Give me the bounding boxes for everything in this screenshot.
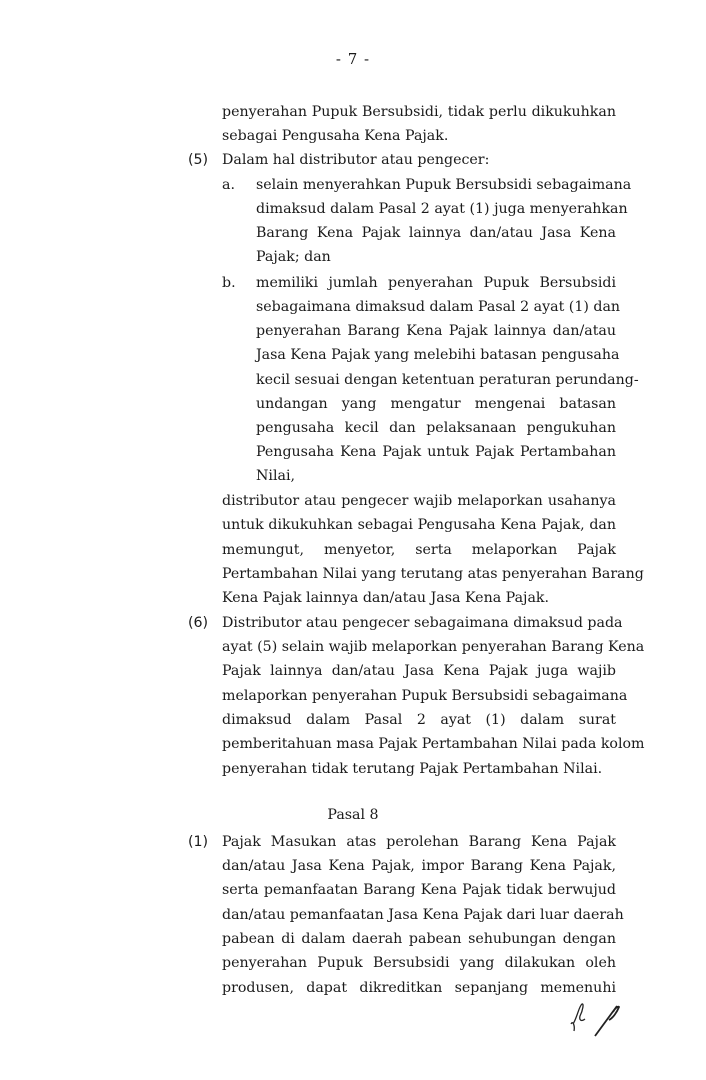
clause-tail-line: memungut, menyetor, serta melaporkan Pajak (222, 542, 616, 558)
clause-tail-line: distributor atau pengecer wajib melaporkan usahanya (222, 493, 616, 509)
intro-line: penyerahan Pupuk Bersubsidi, tidak perlu dikukuhkan (222, 104, 616, 120)
sub-item-line: pengusaha kecil dan pelaksanaan pengukuhan (256, 420, 616, 436)
sub-item-label: b. (222, 275, 236, 291)
intro-line: sebagai Pengusaha Kena Pajak. (222, 128, 449, 144)
clause-number: (6) (188, 615, 209, 631)
page-number: - 7 - (335, 50, 371, 68)
clause-line: ayat (5) selain wajib melaporkan penyerahan Barang Kena (222, 639, 645, 655)
clause-tail-line: Kena Pajak lainnya dan/atau Jasa Kena Pajak. (222, 590, 550, 606)
initials-stroke-1 (571, 1004, 585, 1031)
clause-lead: Dalam hal distributor atau pengecer: (222, 152, 490, 168)
sub-item-line: Jasa Kena Pajak yang melebihi batasan pengusaha (256, 347, 620, 363)
clause-line: pabean di dalam daerah pabean sehubungan dengan (222, 931, 616, 947)
clause-line: pemberitahuan masa Pajak Pertambahan Nilai pada kolom (222, 736, 645, 752)
clause-line: dan/atau Jasa Kena Pajak, impor Barang Kena Pajak, (222, 858, 616, 874)
sub-item-line: dimaksud dalam Pasal 2 ayat (1) juga menyerahkan (256, 201, 628, 217)
sub-item-line: Barang Kena Pajak lainnya dan/atau Jasa Kena (256, 225, 616, 241)
clause-number: (1) (188, 834, 209, 850)
sub-item-line: Nilai, (256, 468, 295, 484)
sub-item-line: undangan yang mengatur mengenai batasan (256, 396, 616, 412)
clause-line: Distributor atau pengecer sebagaimana dimaksud pada (222, 615, 623, 631)
clause-tail-line: Pertambahan Nilai yang terutang atas penyerahan Barang (222, 566, 644, 582)
clause-number: (5) (188, 152, 209, 168)
clause-line: penyerahan tidak terutang Pajak Pertambahan Nilai. (222, 761, 603, 777)
clause-line: melaporkan penyerahan Pupuk Bersubsidi sebagaimana (222, 688, 628, 704)
clause-line: Pajak lainnya dan/atau Jasa Kena Pajak juga wajib (222, 663, 616, 679)
sub-item-line: memiliki jumlah penyerahan Pupuk Bersubsidi (256, 275, 616, 291)
sub-item-line: sebagaimana dimaksud dalam Pasal 2 ayat (1) dan (256, 299, 621, 315)
article-heading: Pasal 8 (327, 807, 379, 823)
sub-item-line: penyerahan Barang Kena Pajak lainnya dan/atau (256, 323, 616, 339)
sub-item-label: a. (222, 177, 235, 193)
clause-line: dan/atau pemanfaatan Jasa Kena Pajak dari luar daerah (222, 907, 624, 923)
clause-line: dimaksud dalam Pasal 2 ayat (1) dalam surat (222, 712, 616, 728)
sub-item-line: kecil sesuai dengan ketentuan peraturan perundang- (256, 372, 639, 388)
clause-line: produsen, dapat dikreditkan sepanjang memenuhi (222, 980, 616, 996)
clause-line: penyerahan Pupuk Bersubsidi yang dilakukan oleh (222, 955, 616, 971)
sub-item-line: selain menyerahkan Pupuk Bersubsidi sebagaimana (256, 177, 632, 193)
clause-line: Pajak Masukan atas perolehan Barang Kena Pajak (222, 834, 616, 850)
clause-tail-line: untuk dikukuhkan sebagai Pengusaha Kena Pajak, dan (222, 517, 616, 533)
paraf-signature (565, 998, 625, 1038)
clause-line: serta pemanfaatan Barang Kena Pajak tidak berwujud (222, 882, 616, 898)
initials-stroke-2 (595, 1006, 619, 1036)
sub-item-line: Pengusaha Kena Pajak untuk Pajak Pertambahan (256, 444, 616, 460)
sub-item-line: Pajak; dan (256, 249, 331, 265)
